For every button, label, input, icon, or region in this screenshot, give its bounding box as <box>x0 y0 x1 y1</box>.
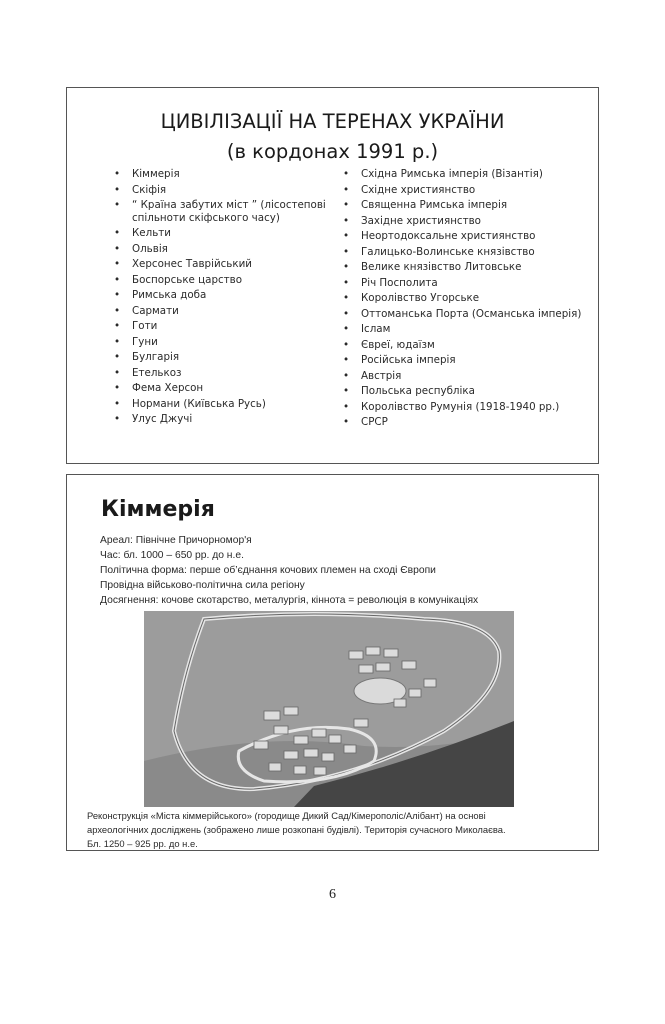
page-number: 6 <box>329 887 336 902</box>
list-item: • Готи <box>114 320 344 333</box>
list-item: • Кіммерія <box>114 168 344 181</box>
list-item: • Сармати <box>114 305 344 318</box>
list-item: • Оттоманська Порта (Османська імперія) <box>343 308 595 321</box>
info-line: Ареал: Північне Причорномор'я <box>100 535 252 546</box>
list-item: • Євреї, юдаїзм <box>343 339 595 352</box>
list-item: • “ Країна забутих міст ” (лісостепові спільноти скіфського часу) <box>114 199 344 224</box>
list-item: • Булгарія <box>114 351 344 364</box>
list-item: • Іслам <box>343 323 595 336</box>
list-item: • Гуни <box>114 336 344 349</box>
caption-line: Реконструкція «Міста кіммерійського» (городище Дикий Сад/Кімерополіс/Алібант) на основі <box>87 810 486 821</box>
list-item: • Етелькоз <box>114 367 344 380</box>
list-item: • Польська республіка <box>343 385 595 398</box>
civilizations-list-right <box>343 168 595 432</box>
list-item: • Ольвія <box>114 243 344 256</box>
list-item: • Галицько-Волинське князівство <box>343 246 595 259</box>
list-item: • Нормани (Київська Русь) <box>114 398 344 411</box>
list-item: • Королівство Угорське <box>343 292 595 305</box>
list-item: • СРСР <box>343 416 595 429</box>
slide-civilizations <box>66 87 599 464</box>
caption-line: археологічних досліджень (зображено лише розкопані будівлі). Територія сучасного Миколаєва. <box>87 824 506 835</box>
list-item: • Боспорське царство <box>114 274 344 287</box>
list-item: • Королівство Румунія (1918-1940 рр.) <box>343 401 595 414</box>
list-item: • Велике князівство Литовське <box>343 261 595 274</box>
info-line: Час: бл. 1000 – 650 рр. до н.е. <box>100 550 244 561</box>
list-item: • Римська доба <box>114 289 344 302</box>
list-item: • Австрія <box>343 370 595 383</box>
slide-title-line1: ЦИВІЛІЗАЦІЇ НА ТЕРЕНАХ УКРАЇНИ <box>160 110 505 133</box>
list-item: • Російська імперія <box>343 354 595 367</box>
list-item: • Скіфія <box>114 184 344 197</box>
list-item: • Західне християнство <box>343 215 595 228</box>
list-item: • Річ Посполита <box>343 277 595 290</box>
list-item: • Кельти <box>114 227 344 240</box>
info-line: Провідна військово-політична сила регіону <box>100 580 305 591</box>
list-item: • Херсонес Таврійський <box>114 258 344 271</box>
civilizations-list-left <box>114 168 344 429</box>
info-line: Досягнення: кочове скотарство, металургія, кіннота = революція в комунікаціях <box>100 595 479 606</box>
slide-cimmeria <box>66 474 599 851</box>
list-item: • Східна Римська імперія (Візантія) <box>343 168 595 181</box>
list-item: • Фема Херсон <box>114 382 344 395</box>
info-line: Політична форма: перше об’єднання кочових племен на сході Європи <box>100 565 436 576</box>
slide-heading: Кіммерія <box>101 497 215 522</box>
caption-line: Бл. 1250 – 925 рр. до н.е. <box>87 838 198 849</box>
list-item: • Улус Джучі <box>114 413 344 426</box>
list-item: • Неортодоксальне християнство <box>343 230 595 243</box>
slide-title-line2: (в кордонах 1991 р.) <box>226 140 439 163</box>
list-item: • Священна Римська імперія <box>343 199 595 212</box>
list-item: • Східне християнство <box>343 184 595 197</box>
settlement-reconstruction-image <box>144 611 514 807</box>
